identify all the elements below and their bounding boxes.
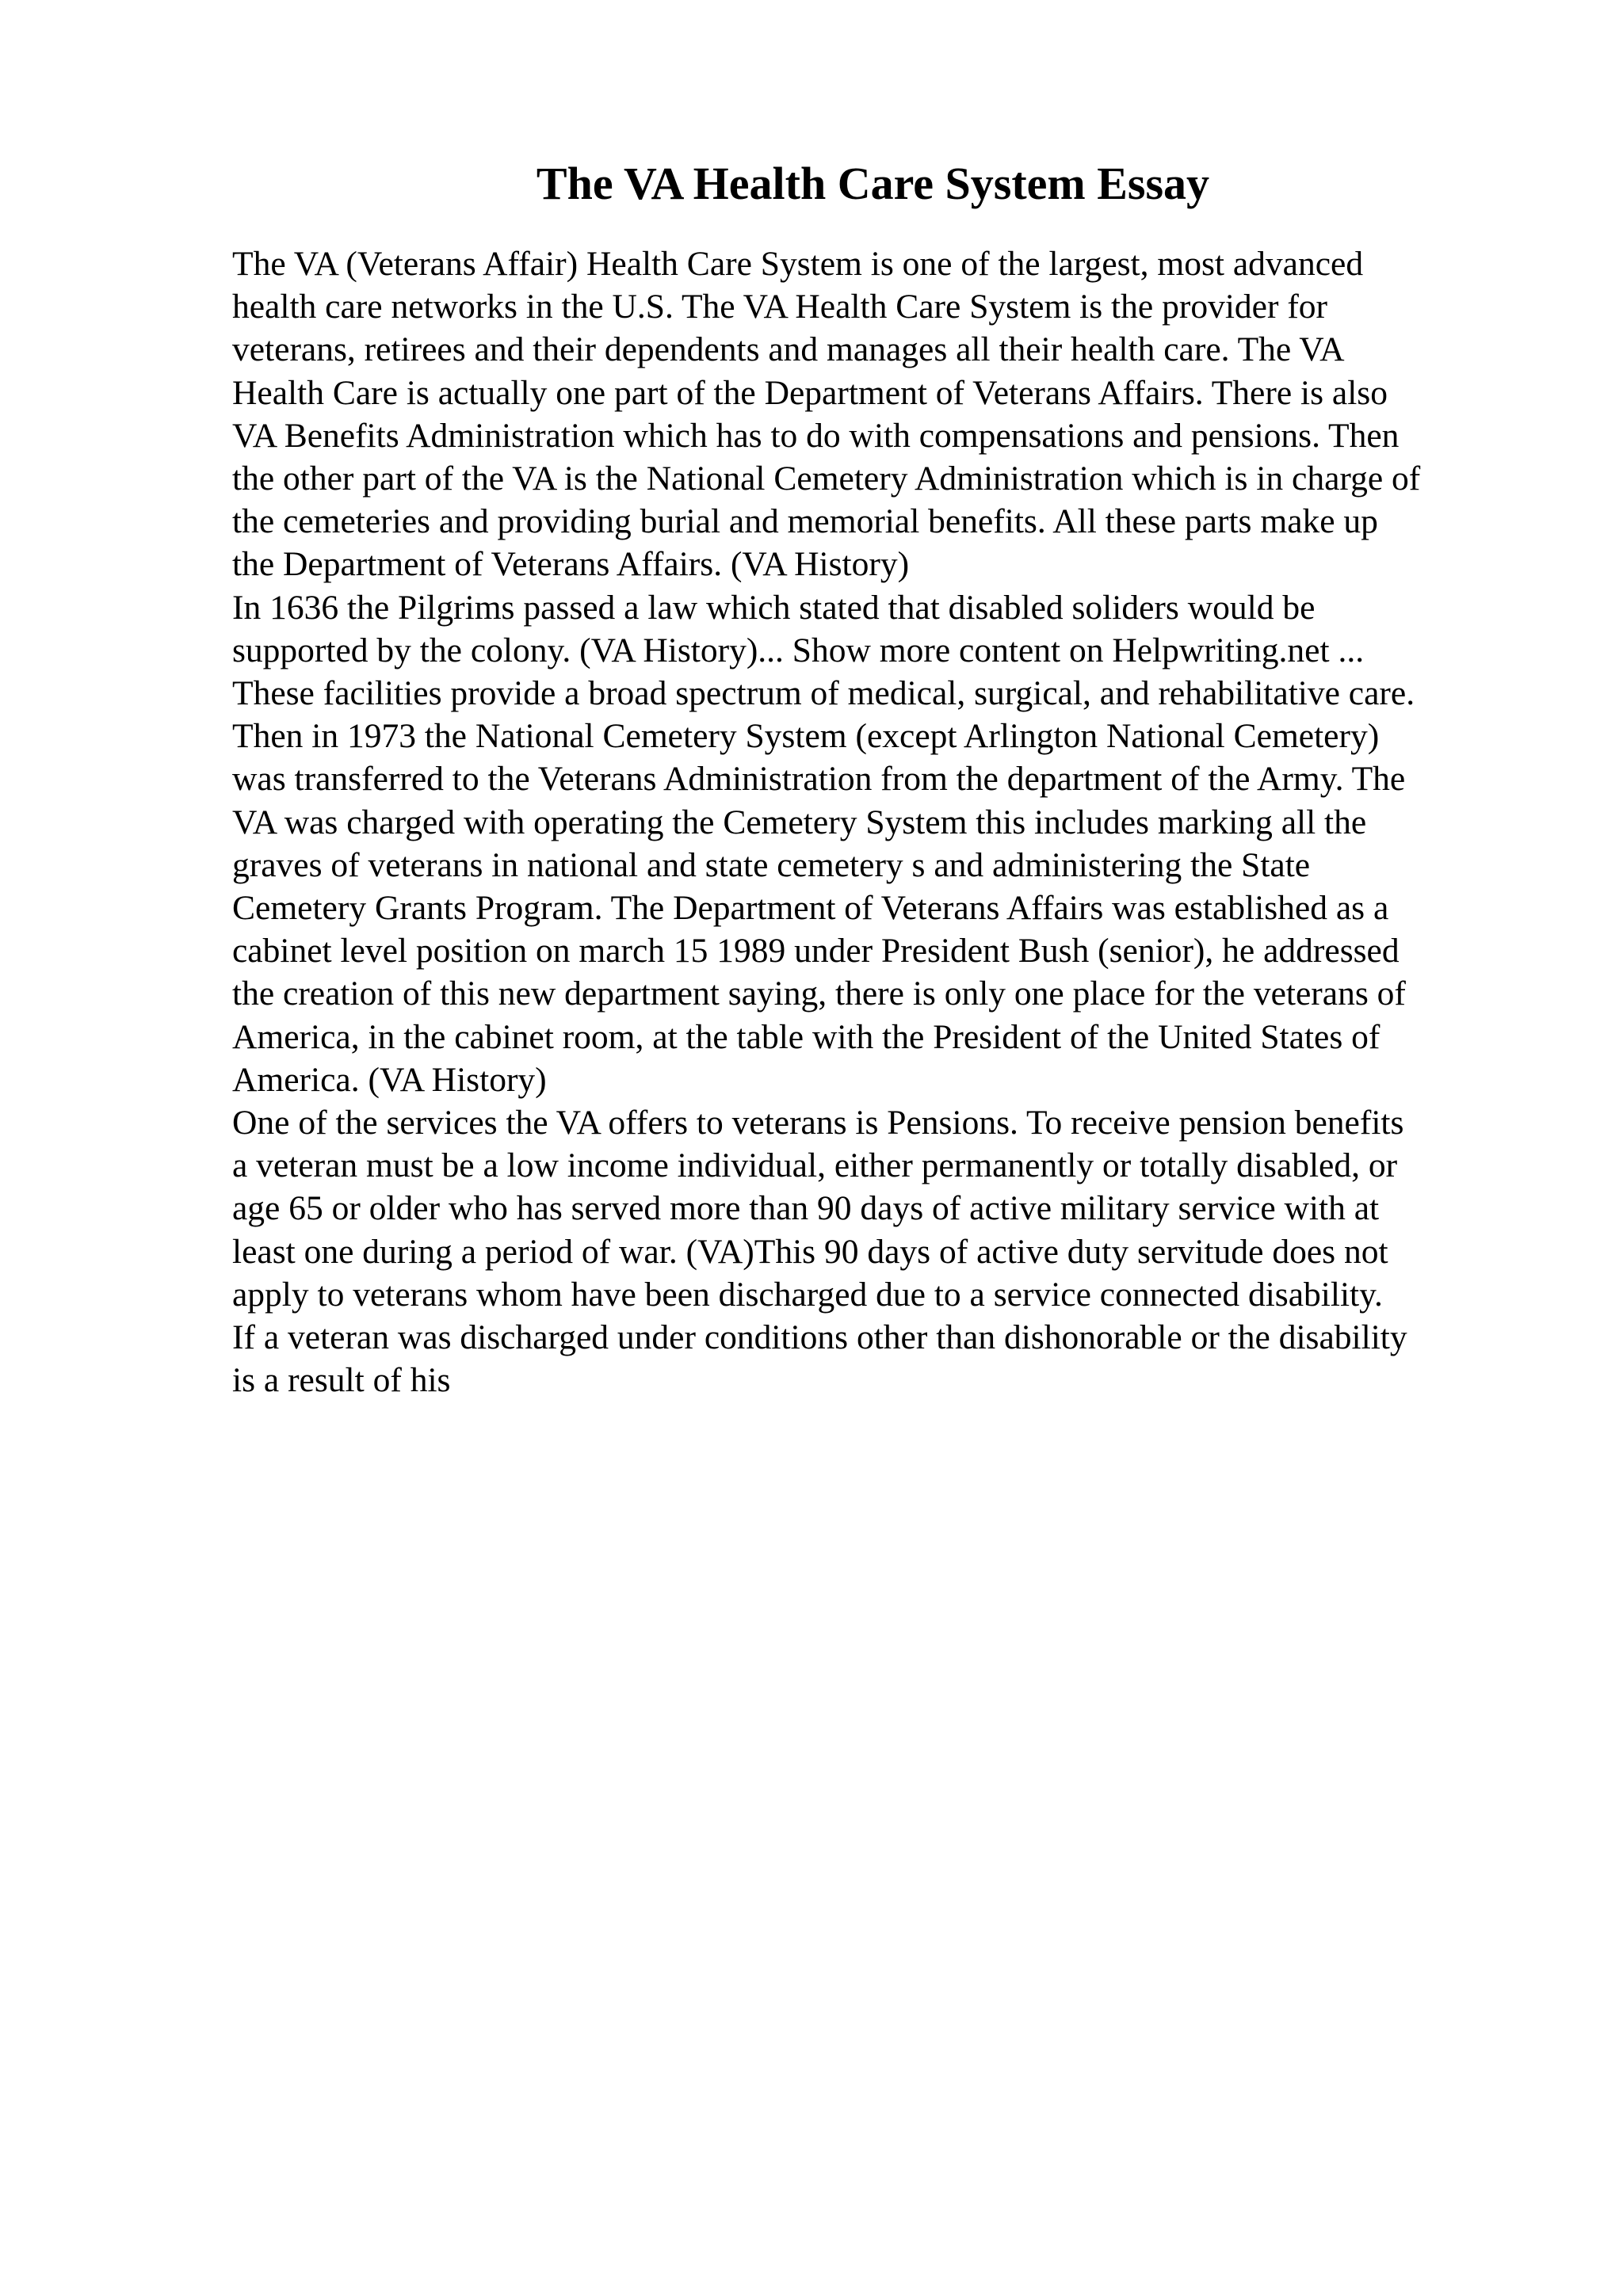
- body-line: cabinet level position on march 15 1989 under President Bush (senior), he addressed: [232, 932, 1400, 971]
- body-line: These facilities provide a broad spectrum of medical, surgical, and rehabilitative care.: [232, 674, 1415, 713]
- body-line: a veteran must be a low income individual, either permanently or totally disabled, or: [232, 1146, 1398, 1185]
- body-line: veterans, retirees and their dependents and manages all their health care. The VA: [232, 330, 1345, 369]
- body-line: was transferred to the Veterans Administration from the department of the Army. The: [232, 760, 1406, 799]
- body-line: In 1636 the Pilgrims passed a law which stated that disabled soliders would be: [232, 588, 1316, 627]
- body-line: supported by the colony. (VA History)... Show more content on Helpwriting.net ...: [232, 631, 1365, 669]
- body-line: One of the services the VA offers to veterans is Pensions. To receive pension benefits: [232, 1104, 1404, 1142]
- body-line: graves of veterans in national and state cemetery s and administering the State: [232, 845, 1311, 884]
- body-line: VA was charged with operating the Cemetery System this includes marking all the: [232, 803, 1367, 841]
- body-line: If a veteran was discharged under conditions other than dishonorable or the disability: [232, 1318, 1407, 1357]
- body-line: Health Care is actually one part of the Department of Veterans Affairs. There is also: [232, 373, 1388, 412]
- body-line: America, in the cabinet room, at the table with the President of the United States of: [232, 1017, 1381, 1056]
- body-line: the cemeteries and providing burial and memorial benefits. All these parts make up: [232, 502, 1378, 541]
- body-line: America. (VA History): [232, 1060, 547, 1099]
- body-line: least one during a period of war. (VA)This 90 days of active duty servitude does not: [232, 1232, 1388, 1271]
- body-line: the other part of the VA is the National Cemetery Administration which is in charge of: [232, 460, 1421, 498]
- body-line: the creation of this new department saying, there is only one place for the veterans of: [232, 974, 1406, 1013]
- body-line: is a result of his: [232, 1361, 451, 1400]
- document-body: [232, 242, 1564, 1402]
- body-line: age 65 or older who has served more than 90 days of active military service with at: [232, 1189, 1380, 1228]
- document-title: The VA Health Care System Essay: [536, 158, 1210, 209]
- body-line: VA Benefits Administration which has to do with compensations and pensions. Then: [232, 416, 1400, 455]
- body-line: the Department of Veterans Affairs. (VA History): [232, 545, 910, 584]
- body-line: The VA (Veterans Affair) Health Care System is one of the largest, most advanced: [232, 245, 1364, 283]
- body-line: Then in 1973 the National Cemetery System (except Arlington National Cemetery): [232, 717, 1380, 756]
- body-line: apply to veterans whom have been discharged due to a service connected disability.: [232, 1275, 1383, 1314]
- body-line: Cemetery Grants Program. The Department of Veterans Affairs was established as a: [232, 889, 1389, 928]
- body-line: health care networks in the U.S. The VA Health Care System is the provider for: [232, 288, 1328, 326]
